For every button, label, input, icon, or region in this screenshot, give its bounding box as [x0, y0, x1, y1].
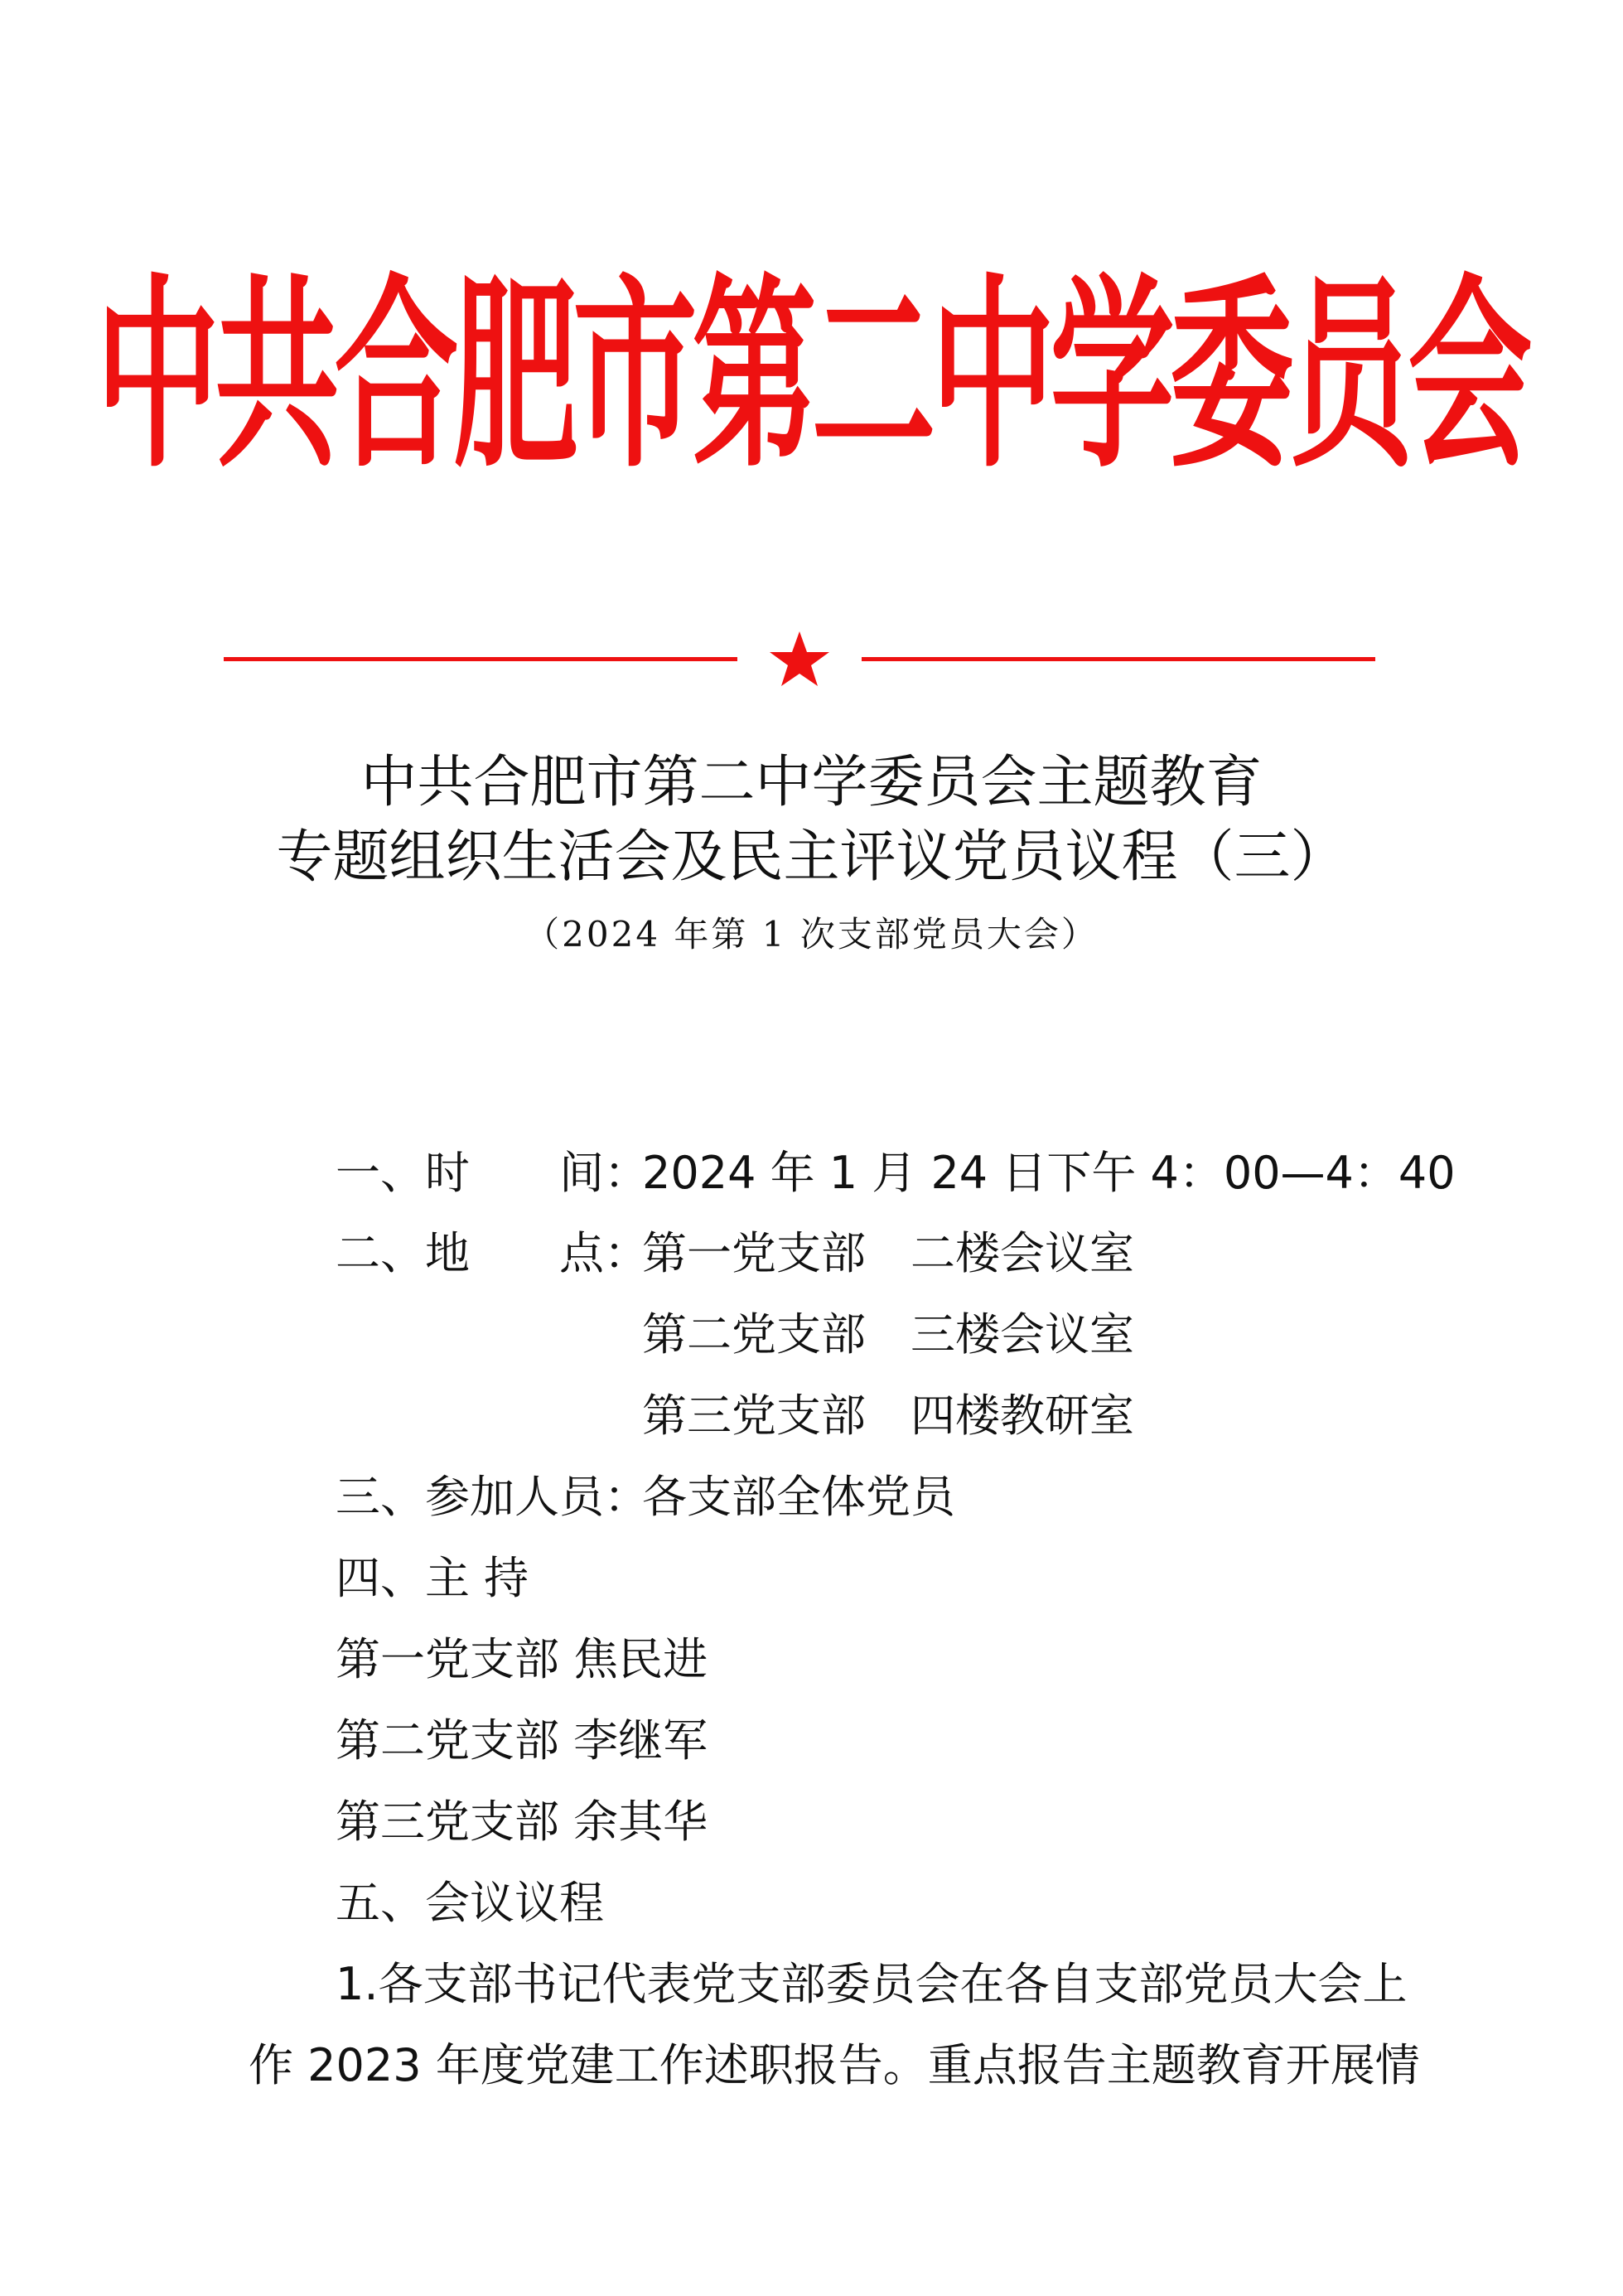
document-subtitle: （2024 年第 1 次支部党员大会） [524, 914, 1099, 955]
place-entry: 第一党支部 二楼会议室 [642, 1227, 1134, 1279]
host-label: 四、主 持 [336, 1552, 529, 1604]
star-icon [766, 630, 833, 688]
host-entry: 第二党支部 李继军 [336, 1714, 708, 1767]
document-title-line2: 专题组织生活会及民主评议党员议程（三） [276, 824, 1347, 890]
place-entry: 第二党支部 三楼会议室 [642, 1308, 1134, 1361]
masthead-divider [224, 630, 1375, 688]
agenda-label: 五、会议议程 [336, 1877, 604, 1929]
attendees-label: 三、参加人员： [336, 1471, 649, 1523]
document-title-line1: 中共合肥市第二中学委员会主题教育 [360, 750, 1263, 815]
host-entry: 第一党支部 焦民进 [336, 1633, 708, 1685]
divider-line-right [862, 657, 1375, 661]
host-entry: 第三党支部 余其华 [336, 1796, 708, 1848]
divider-line-left [224, 657, 737, 661]
time-value: 2024 年 1 月 24 日下午 4：00—4：40 [642, 1147, 1456, 1199]
time-label: 一、时 间： [336, 1147, 649, 1199]
agenda-item1-line2: 作 2023 年度党建工作述职报告。重点报告主题教育开展情 [249, 2039, 1420, 2091]
masthead-title: 中共合肥市第二中学委员会 [95, 258, 1528, 496]
place-entry: 第三党支部 四楼教研室 [642, 1390, 1134, 1442]
agenda-item1-line1: 1.各支部书记代表党支部委员会在各自支部党员大会上 [336, 1958, 1408, 2010]
place-label: 二、地 点： [336, 1227, 649, 1279]
attendees-value: 各支部全体党员 [642, 1471, 955, 1523]
